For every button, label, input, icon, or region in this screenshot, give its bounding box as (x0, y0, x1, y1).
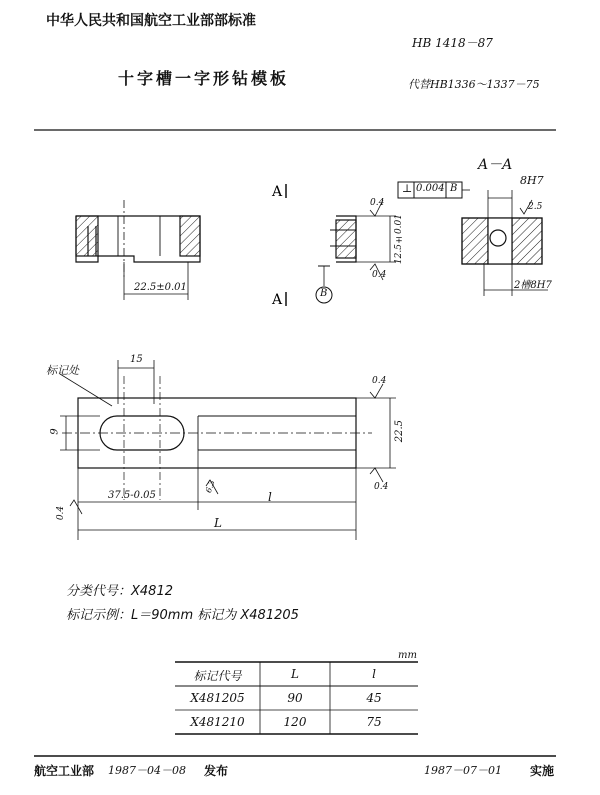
table-row-1-l: 45 (366, 691, 382, 705)
roughness-mid-front: 0.4 (372, 270, 387, 280)
table-row-1-code: X481205 (190, 691, 245, 705)
dist-37-5: 37.5-0.05 (108, 490, 156, 501)
table-row-1-L: 90 (287, 691, 303, 705)
cut-mark-bottom: A (272, 292, 283, 308)
table-row-2-code: X481210 (190, 715, 245, 729)
footer-effective: 实施 (530, 764, 555, 778)
cut-mark-top: A (272, 184, 283, 200)
roughness-top-front: 0.4 (370, 198, 385, 208)
dim-9: 9 (49, 428, 61, 435)
footer-effective-date: 1987－07－01 (424, 764, 502, 777)
roughness-6-3: 6.3 (203, 478, 217, 495)
classification-note: 分类代号：X4812 (66, 584, 173, 599)
table-row-2-l: 75 (366, 715, 382, 729)
length-l-label: l (268, 490, 272, 504)
front-view (76, 200, 396, 303)
standard-code: HB 1418－87 (412, 36, 493, 50)
tol-symbol: ⊥ (402, 182, 413, 195)
table-header-L: L (291, 667, 299, 681)
marking-place-label: 标记处 (46, 364, 79, 377)
roughness-2-5: 2.5 (528, 202, 543, 212)
length-L-label: L (214, 516, 222, 530)
replaces-note: 代替HB1336～1337－75 (408, 78, 540, 91)
roughness-plan-bottom: 0.4 (374, 482, 389, 492)
footer-issuer: 航空工业部 (34, 764, 95, 778)
table-row-2-L: 120 (283, 715, 307, 729)
roughness-plan-top: 0.4 (372, 376, 387, 386)
fit-8h7-top: 8H7 (520, 174, 544, 187)
plan-view (60, 360, 396, 540)
footer-issue-date: 1987－04－08 (108, 764, 186, 777)
table-unit: mm (398, 650, 417, 661)
marking-example-note: 标记示例：L＝90mm 标记为 X481205 (66, 608, 299, 623)
tol-value: 0.004 (416, 183, 445, 194)
dist-22-5: 22.5±0.01 (134, 282, 187, 293)
datum-b: B (320, 288, 328, 299)
roughness-left: 0.4 (56, 505, 67, 521)
table-header-code: 标记代号 (193, 669, 242, 683)
slot-2x8h7: 2槽8H7 (514, 280, 552, 291)
document-title: 十字槽一字形钻模板 (118, 69, 290, 88)
width-15: 15 (130, 354, 143, 365)
table-header-l: l (372, 667, 376, 681)
height-22-5: 22.5 (394, 420, 405, 443)
footer-issued: 发布 (204, 764, 229, 778)
height-12-5: 12.5±0.01 (394, 214, 404, 265)
section-label: A－A (478, 157, 513, 173)
tol-datum: B (450, 183, 458, 194)
org-standard: 中华人民共和国航空工业部部标准 (46, 13, 256, 29)
